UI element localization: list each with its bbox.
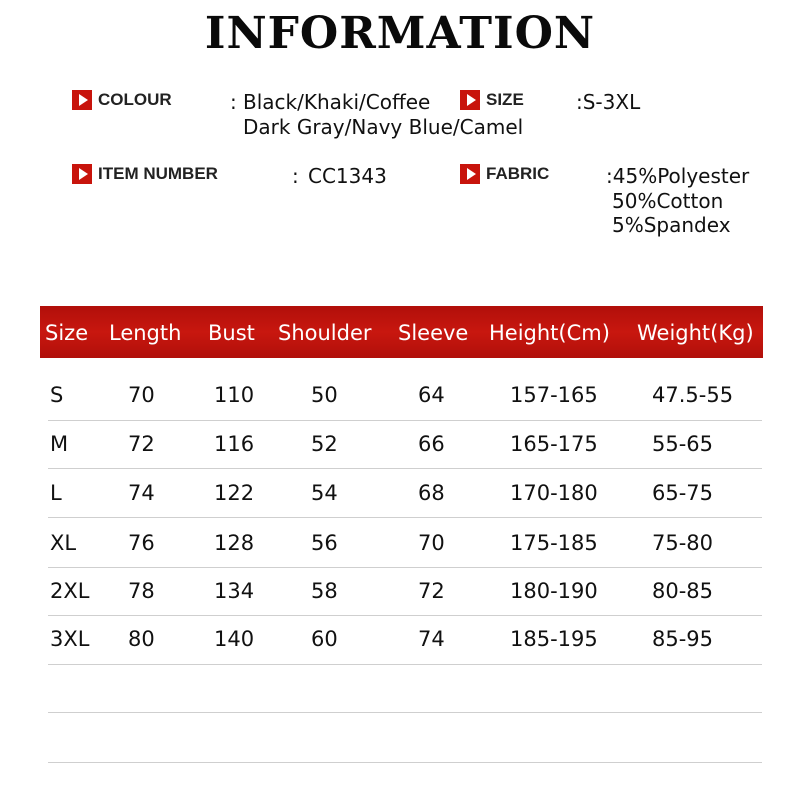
table-cell: 72 bbox=[418, 579, 445, 603]
table-cell: 134 bbox=[214, 579, 255, 603]
table-cell: 78 bbox=[128, 579, 155, 603]
colour-separator: : bbox=[230, 90, 237, 114]
row-divider bbox=[48, 468, 762, 469]
table-cell: 170-180 bbox=[510, 481, 598, 505]
table-cell: M bbox=[50, 432, 69, 456]
header-weight: Weight(Kg) bbox=[637, 321, 754, 345]
table-cell: 110 bbox=[214, 383, 255, 407]
table-cell: 66 bbox=[418, 432, 445, 456]
table-cell: 76 bbox=[128, 531, 155, 555]
table-cell: 75-80 bbox=[652, 531, 714, 555]
row-divider bbox=[48, 712, 762, 713]
fabric-value-line1: :45%Polyester bbox=[606, 164, 750, 188]
table-cell: L bbox=[50, 481, 62, 505]
row-divider bbox=[48, 664, 762, 665]
table-cell: 157-165 bbox=[510, 383, 598, 407]
row-divider bbox=[48, 762, 762, 763]
colour-label bbox=[72, 90, 172, 110]
table-cell: 116 bbox=[214, 432, 255, 456]
table-cell: 50 bbox=[311, 383, 338, 407]
header-height: Height(Cm) bbox=[489, 321, 610, 345]
play-triangle-icon bbox=[72, 90, 92, 110]
table-cell: 68 bbox=[418, 481, 445, 505]
header-sleeve: Sleeve bbox=[398, 321, 469, 345]
colour-value-line1: Black/Khaki/Coffee bbox=[243, 90, 431, 114]
fabric-label bbox=[460, 164, 549, 184]
header-bust: Bust bbox=[208, 321, 255, 345]
table-cell: 128 bbox=[214, 531, 255, 555]
table-cell: 74 bbox=[128, 481, 155, 505]
item-number-label-text: ITEM NUMBER bbox=[98, 164, 218, 183]
table-cell: 56 bbox=[311, 531, 338, 555]
table-cell: 65-75 bbox=[652, 481, 714, 505]
size-value: :S-3XL bbox=[576, 90, 641, 114]
header-size: Size bbox=[45, 321, 89, 345]
table-cell: 58 bbox=[311, 579, 338, 603]
row-divider bbox=[48, 567, 762, 568]
table-cell: 85-95 bbox=[652, 627, 714, 651]
table-cell: 72 bbox=[128, 432, 155, 456]
table-cell: 55-65 bbox=[652, 432, 714, 456]
table-cell: 60 bbox=[311, 627, 338, 651]
table-cell: 54 bbox=[311, 481, 338, 505]
header-shoulder: Shoulder bbox=[278, 321, 372, 345]
row-divider bbox=[48, 420, 762, 421]
table-cell: 175-185 bbox=[510, 531, 598, 555]
header-length: Length bbox=[109, 321, 182, 345]
table-cell: 3XL bbox=[50, 627, 90, 651]
row-divider bbox=[48, 517, 762, 518]
table-cell: 80 bbox=[128, 627, 155, 651]
table-cell: 122 bbox=[214, 481, 255, 505]
row-divider bbox=[48, 615, 762, 616]
table-cell: 165-175 bbox=[510, 432, 598, 456]
table-cell: 140 bbox=[214, 627, 255, 651]
size-label bbox=[460, 90, 524, 110]
table-cell: XL bbox=[50, 531, 77, 555]
fabric-value-line2: 50%Cotton bbox=[612, 189, 724, 213]
table-cell: S bbox=[50, 383, 64, 407]
table-cell: 52 bbox=[311, 432, 338, 456]
size-label-text: SIZE bbox=[486, 90, 524, 109]
play-triangle-icon bbox=[460, 90, 480, 110]
play-triangle-icon bbox=[72, 164, 92, 184]
table-cell: 70 bbox=[128, 383, 155, 407]
play-triangle-icon bbox=[460, 164, 480, 184]
table-cell: 185-195 bbox=[510, 627, 598, 651]
item-number-label bbox=[72, 164, 218, 184]
fabric-value-line3: 5%Spandex bbox=[612, 213, 731, 237]
table-cell: 74 bbox=[418, 627, 445, 651]
table-cell: 70 bbox=[418, 531, 445, 555]
item-number-value: CC1343 bbox=[308, 164, 387, 188]
table-cell: 2XL bbox=[50, 579, 90, 603]
page-title: INFORMATION bbox=[204, 8, 596, 59]
table-cell: 80-85 bbox=[652, 579, 714, 603]
table-cell: 64 bbox=[418, 383, 445, 407]
fabric-label-text: FABRIC bbox=[486, 164, 550, 183]
table-cell: 47.5-55 bbox=[652, 383, 734, 407]
item-number-separator: : bbox=[292, 164, 299, 188]
colour-value-line2: Dark Gray/Navy Blue/Camel bbox=[243, 115, 524, 139]
table-cell: 180-190 bbox=[510, 579, 598, 603]
colour-label-text: COLOUR bbox=[98, 90, 172, 109]
